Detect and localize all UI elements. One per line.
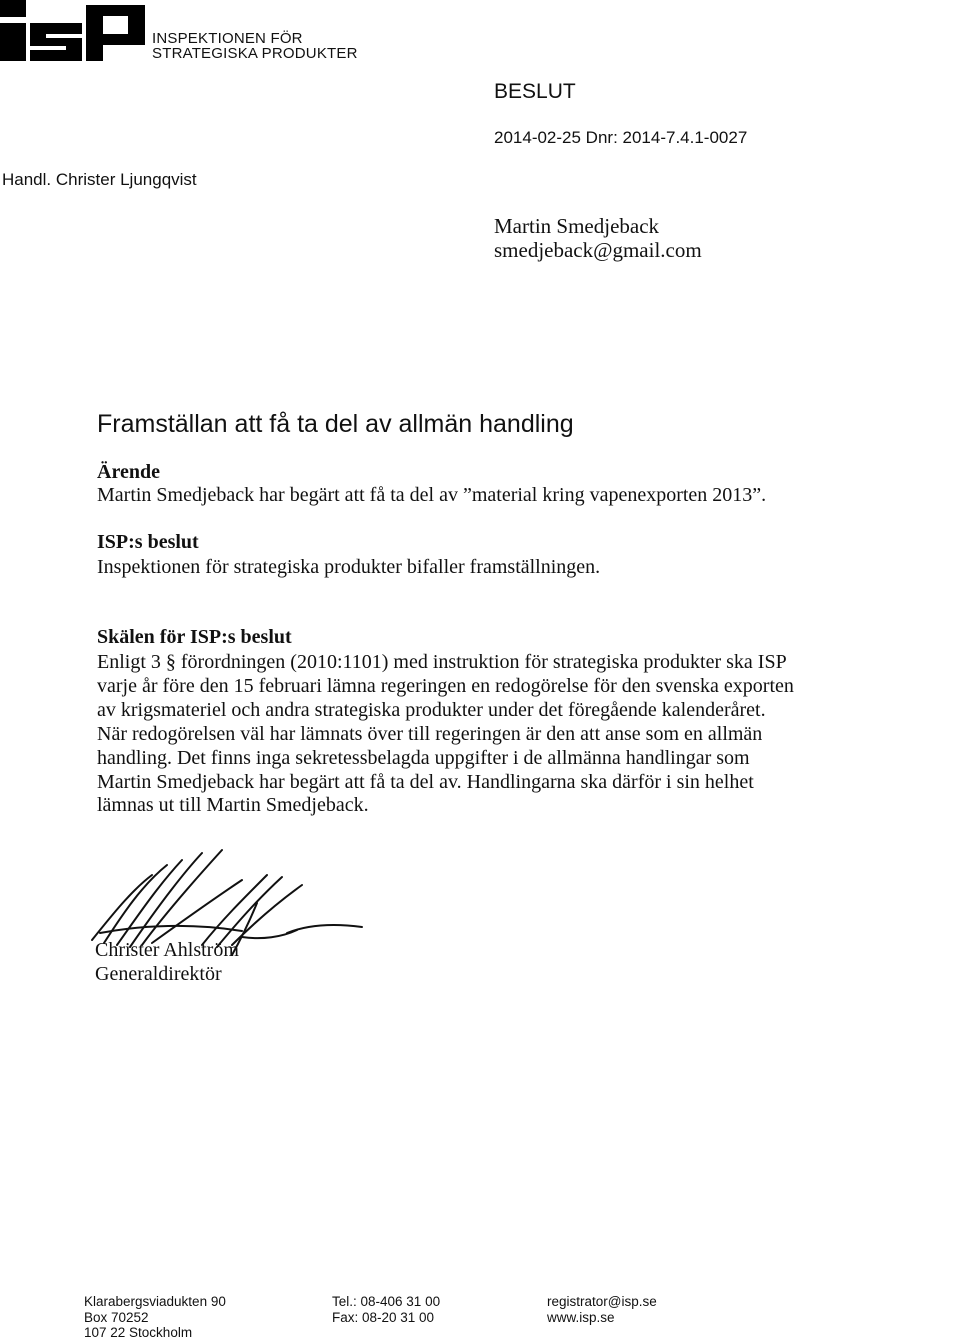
- signer-name: Christer Ahlström: [95, 939, 239, 961]
- reasons-paragraph: [97, 651, 837, 818]
- logo-text-line1: INSPEKTIONEN FÖR: [152, 30, 303, 47]
- footer-address-line: Klarabergsviadukten 90: [84, 1294, 226, 1309]
- decision-text: Inspektionen för strategiska produkter bifaller framställningen.: [97, 556, 601, 578]
- footer-address: [84, 1294, 226, 1341]
- document-title: Framställan att få ta del av allmän handling: [97, 410, 574, 438]
- isp-logo: [0, 0, 150, 64]
- signer-title: Generaldirektör: [95, 963, 222, 985]
- footer-contact: [547, 1294, 657, 1325]
- footer-email: registrator@isp.se: [547, 1294, 657, 1309]
- reason-line: När redogörelsen väl har lämnats över till regeringen är den att anse som en allmän: [97, 722, 763, 745]
- recipient-email: smedjeback@gmail.com: [494, 238, 702, 262]
- reason-line: lämnas ut till Martin Smedjeback.: [97, 794, 369, 817]
- footer-fax-line: Fax: 08-20 31 00: [332, 1309, 435, 1325]
- footer-website: www.isp.se: [547, 1309, 615, 1325]
- arende-heading: Ärende: [97, 461, 160, 483]
- reasons-heading: Skälen för ISP:s beslut: [97, 626, 292, 648]
- case-handler: Handl. Christer Ljungqvist: [2, 170, 197, 189]
- reason-line: handling. Det finns inga sekretessbelagda uppgifter i de allmänna handlingar som: [97, 746, 750, 769]
- reason-line: av krigsmateriel och andra strategiska produkter under det föregående kalenderåret.: [97, 698, 766, 721]
- arende-text: Martin Smedjeback har begärt att få ta del av ”material kring vapenexporten 2013”.: [97, 484, 767, 506]
- footer-address-line: 107 22 Stockholm: [84, 1325, 193, 1341]
- decision-heading: ISP:s beslut: [97, 531, 199, 553]
- document-type: BESLUT: [494, 80, 576, 103]
- reason-line: Enligt 3 § förordningen (2010:1101) med instruktion för strategiska produkter ska ISP: [97, 651, 787, 673]
- reason-line: varje år före den 15 februari lämna regeringen en redogörelse för den svenska exporten: [97, 674, 794, 697]
- footer-phone: [332, 1294, 440, 1325]
- recipient-name: Martin Smedjeback: [494, 214, 660, 238]
- reason-line: Martin Smedjeback har begärt att få ta del av. Handlingarna ska därför i sin helhet: [97, 770, 754, 793]
- footer-phone-line: Tel.: 08-406 31 00: [332, 1294, 441, 1309]
- footer-address-line: Box 70252: [84, 1309, 149, 1325]
- logo-text-line2: STRATEGISKA PRODUKTER: [152, 45, 358, 62]
- date-and-reference: 2014-02-25 Dnr: 2014-7.4.1-0027: [494, 128, 748, 147]
